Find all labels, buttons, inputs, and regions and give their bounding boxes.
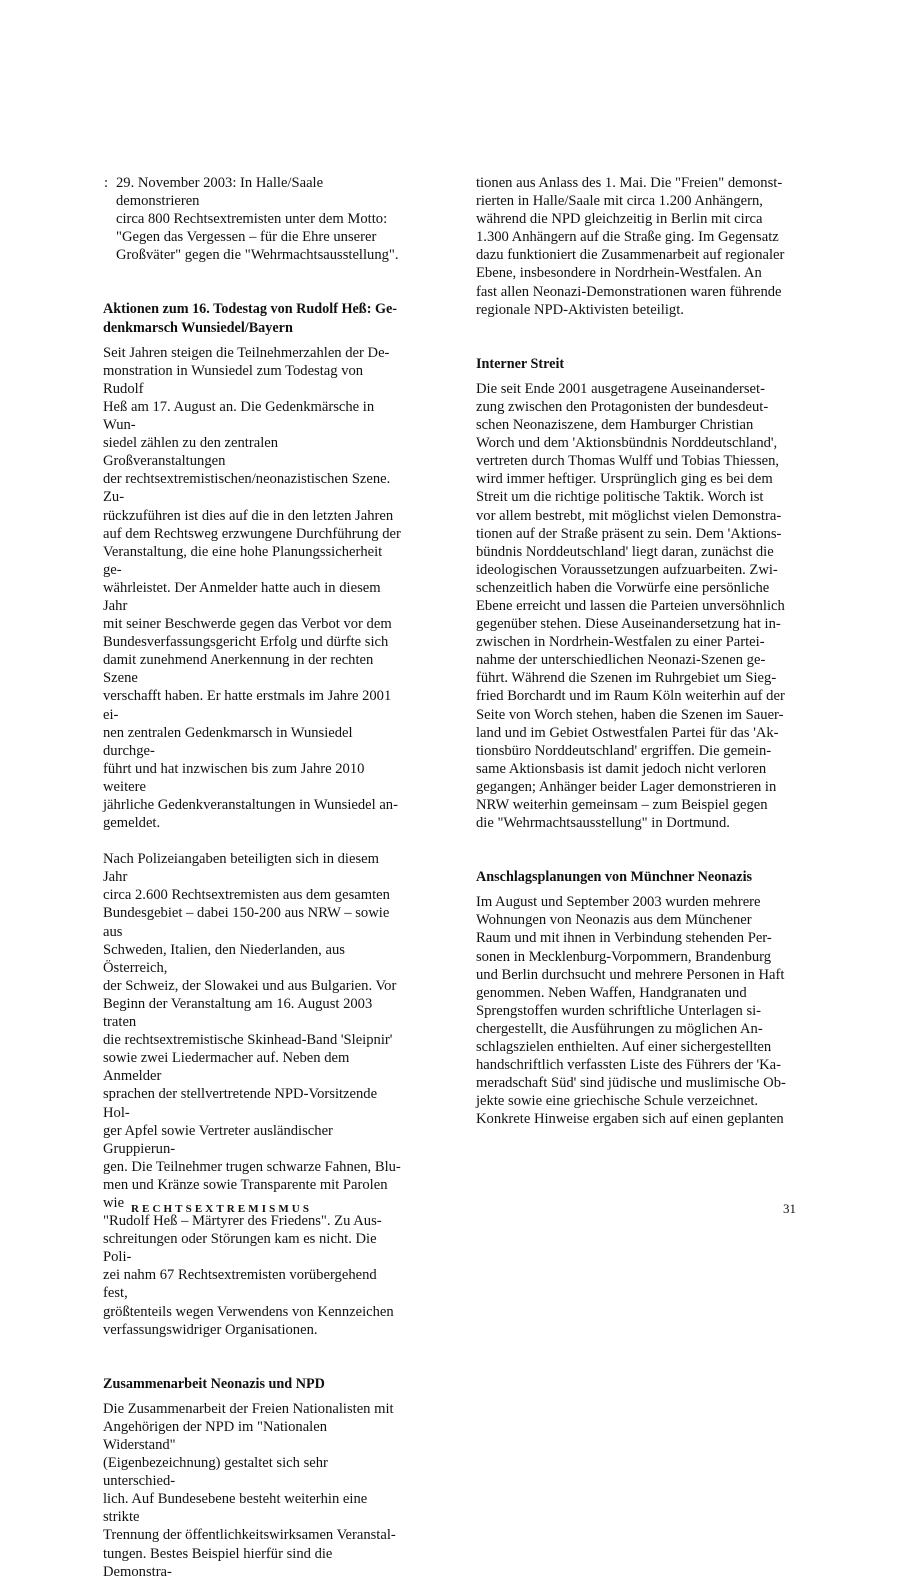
- paragraph: Die Zusammenarbeit der Freien Nationalisten mit Angehörigen der NPD im "Nationalen Widerstand" (Eigenbezeichnung) gestaltet sich sehr unterschied- lich. Auf Bundesebene besteht weiterhin eine strikte Trennung der öffentlichkeitswirksamen Veranstal- tungen. Bestes Beispiel hierfür sind die Demonstra-: [103, 1400, 396, 1580]
- section-heading-cooperation: Zusammenarbeit Neonazis und NPD: [103, 1375, 325, 1392]
- list-item-text: 29. November 2003: In Halle/Saale demonstrieren circa 800 Rechtsextremisten unter dem Motto: "Gegen das Vergessen – für die Ehre unserer Großväter" gegen die "Wehrmachtsausstellung".: [116, 175, 399, 264]
- footer-title: RECHTSEXTREMISMUS: [131, 1203, 313, 1215]
- right-column: [476, 174, 796, 1129]
- bullet-marker: :: [104, 175, 109, 191]
- page-number: 31: [783, 1201, 796, 1216]
- paragraph: Seit Jahren steigen die Teilnehmerzahlen der De- monstration in Wunsiedel zum Todestag von Rudolf Heß am 17. August an. Die Gedenkmärsche in Wun- siedel zählen zu den zentralen Großveranstaltungen der rechtsextremistischen/neonazistischen Szene. Zu- rückzuführen ist dies auf die in den letzten Jahren auf dem Rechtsweg erzwungene Durchführung der Veranstaltung, die eine hohe Planungssicherheit ge- währleistet. Der Anmelder hatte auch in diesem Jahr mit seiner Beschwerde gegen das Verbot vor dem Bundesverfassungsgericht Erfolg und dürfte sich damit zunehmend Anerkennung in der rechten Szene verschafft haben. Er hatte erstmals im Jahre 2001 ei- nen zentralen Gedenkmarsch in Wunsiedel durchge- führt und hat inzwischen bis zum Jahre 2010 weitere jährliche Gedenkveranstaltungen in Wunsiedel an- gemeldet.: [103, 344, 401, 832]
- paragraph: Im August und September 2003 wurden mehrere Wohnungen von Neonazis aus dem Münchener Raum und mit ihnen in Verbindung stehenden Per- sonen in Mecklenburg-Vorpommern, Brandenburg und Berlin durchsucht und mehrere Personen in Haft genommen. Neben Waffen, Handgranaten und Sprengstoffen wurden schriftliche Unterlagen si- chergestellt, die Ausführungen zu möglichen An- schlagszielen enthielten. Auf einer sichergestellten handschriftlich verfassten Liste des Führers der 'Ka- meradschaft Süd' sind jüdische und muslimische Ob- jekte sowie eine griechische Schule verzeichnet. Konkrete Hinweise ergaben sich auf einen geplanten: [476, 894, 786, 1128]
- list-item: [103, 174, 403, 264]
- section-heading-hess: Aktionen zum 16. Todestag von Rudolf Heß: Ge- denkmarsch Wunsiedel/Bayern: [103, 301, 398, 336]
- paragraph: tionen aus Anlass des 1. Mai. Die "Freien" demonst- rierten in Halle/Saale mit circa 1.200 Anhängern, während die NPD gleichzeitig in Berlin mit circa 1.300 Anhängern auf die Straße ging. Im Gegensatz dazu funktioniert die Zusammenarbeit auf regionaler Ebene, insbesondere in Nordrhein-Westfalen. An fast allen Neonazi-Demonstrationen waren führende regionale NPD-Aktivisten beteiligt.: [476, 175, 785, 318]
- section-heading-attack-plans: Anschlagsplanungen von Münchner Neonazis: [476, 869, 753, 886]
- section-heading-internal-dispute: Interner Streit: [476, 355, 565, 372]
- page-footer: [131, 1200, 796, 1220]
- left-column: [103, 174, 403, 1581]
- paragraph: Die seit Ende 2001 ausgetragene Auseinanderset- zung zwischen den Protagonisten der bundesdeut- schen Neonaziszene, dem Hamburger Christian Worch und dem 'Aktionsbündnis Norddeutschland', vertreten durch Thomas Wulff und Tobias Thiessen, wird immer heftiger. Ursprünglich ging es bei dem Streit um die richtige politische Taktik. Worch ist vor allem bestrebt, mit möglichst vielen Demonstra- tionen auf der Straße präsent zu sein. Dem 'Aktions- bündnis Norddeutschland' liegt daran, zunächst die ideologischen Voraussetzungen aufzuarbeiten. Zwi- schenzeitlich haben die Vorwürfe eine persönliche Ebene erreicht und lassen die Parteien unversöhnlich gegenüber stehen. Diese Auseinandersetzung hat in- zwischen in Nordrhein-Westfalen zu einer Partei- nahme der unterschiedlichen Neonazi-Szenen ge- führt. Während die Szenen im Ruhrgebiet um Sieg- fried Borchardt und im Raum Köln weiterhin auf der Seite von Worch stehen, haben die Szenen im Sauer- land und im Gebiet Ostwestfalen Partei für das 'Ak- tionsbüro Norddeutschland' ergriffen. Die gemein- same Aktionsbasis ist damit jedoch nicht verloren gegangen; Anhänger beider Lager demonstrieren in NRW weiterhin gemeinsam – zum Beispiel gegen die "Wehrmachtsausstellung" in Dortmund.: [476, 380, 785, 832]
- paragraph: Nach Polizeiangaben beteiligten sich in diesem Jahr circa 2.600 Rechtsextremisten aus dem gesamten Bundesgebiet – dabei 150-200 aus NRW – sowie aus Schweden, Italien, den Niederlanden, aus Österreich, der Schweiz, der Slowakei und aus Bulgarien. Vor Beginn der Veranstaltung am 16. August 2003 traten die rechtsextremistische Skinhead-Band 'Sleipnir' sowie zwei Liedermacher auf. Neben dem Anmelder sprachen der stellvertretende NPD-Vorsitzende Hol- ger Apfel sowie Vertreter ausländischer Gruppierun- gen. Die Teilnehmer trugen schwarze Fahnen, Blu- men und Kränze sowie Transparente mit Parolen wie "Rudolf Heß – Märtyrer des Friedens". Zu Aus- schreitungen oder Störungen kam es nicht. Die Poli- zei nahm 67 Rechtsextremisten vorübergehend fest, größtenteils wegen Verwendens von Kennzeichen verfassungswidriger Organisationen.: [103, 851, 401, 1338]
